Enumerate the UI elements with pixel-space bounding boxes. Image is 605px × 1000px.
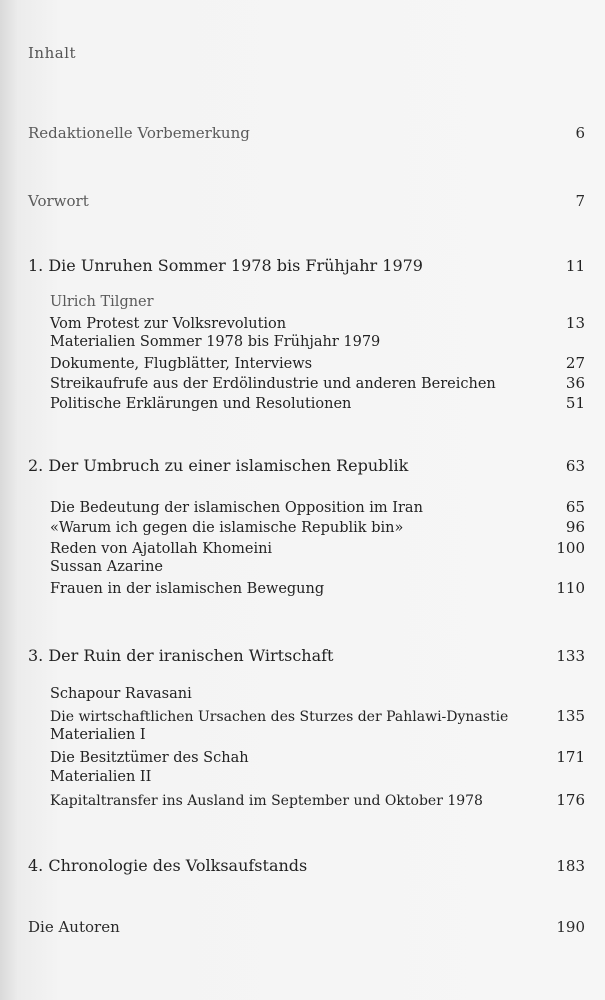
toc-section-page: 133 xyxy=(556,647,585,665)
toc-author xyxy=(50,294,585,310)
toc-entry-title: Die Bedeutung der islamischen Opposition im Iran xyxy=(50,500,423,516)
toc-entry xyxy=(50,394,585,412)
toc-entry-page: 65 xyxy=(565,498,585,516)
toc-section-3 xyxy=(28,646,585,665)
toc-entry xyxy=(50,539,585,557)
toc-entry-page: 135 xyxy=(556,707,585,725)
toc-entry-page: 6 xyxy=(575,124,585,142)
toc-entry-page: 176 xyxy=(556,791,585,809)
toc-entry-title: Schapour Ravasani xyxy=(50,686,192,702)
toc-entry-page: 190 xyxy=(556,918,585,936)
toc-entry-title: Materialien Sommer 1978 bis Frühjahr 1979 xyxy=(50,334,381,350)
toc-entry-title: Reden von Ajatollah Khomeini xyxy=(50,541,273,557)
toc-heading: Inhalt xyxy=(28,44,77,62)
toc-entry xyxy=(50,707,585,725)
toc-entry-title: Die Besitztümer des Schah xyxy=(50,750,249,766)
toc-entry-title: Die Autoren xyxy=(28,918,120,936)
toc-entry-redaktionelle-vorbemerkung xyxy=(28,124,585,142)
toc-entry-title: Materialien I xyxy=(50,727,146,743)
toc-entry xyxy=(50,748,585,766)
toc-entry-title: Frauen in der islamischen Bewegung xyxy=(50,581,325,597)
toc-entry-title: Ulrich Tilgner xyxy=(50,294,154,310)
toc-entry-page: 13 xyxy=(565,314,585,332)
toc-entry-title: Vorwort xyxy=(28,192,89,210)
toc-author xyxy=(50,559,585,575)
toc-entry-page: 96 xyxy=(565,518,585,536)
toc-section-title: 2. Der Umbruch zu einer islamischen Republik xyxy=(28,456,409,475)
toc-entry xyxy=(50,727,585,743)
toc-entry-page: 27 xyxy=(565,354,585,372)
toc-section-title: 1. Die Unruhen Sommer 1978 bis Frühjahr 1979 xyxy=(28,256,423,275)
toc-entry-title: Sussan Azarine xyxy=(50,559,163,575)
toc-entry xyxy=(50,334,585,350)
toc-entry xyxy=(50,518,585,536)
toc-section-2 xyxy=(28,456,585,475)
toc-author xyxy=(50,686,585,702)
toc-entry xyxy=(50,579,585,597)
toc-section-title: 3. Der Ruin der iranischen Wirtschaft xyxy=(28,646,334,665)
toc-entry-title: Materialien II xyxy=(50,769,152,785)
toc-entry xyxy=(50,791,585,809)
toc-entry xyxy=(50,314,585,332)
toc-entry-page: 110 xyxy=(556,579,585,597)
toc-entry-page: 100 xyxy=(556,539,585,557)
toc-entry-title: Kapitaltransfer ins Ausland im September und Oktober 1978 xyxy=(50,793,483,809)
toc-entry xyxy=(50,354,585,372)
toc-section-page: 11 xyxy=(565,257,585,275)
toc-section-title: 4. Chronologie des Volksaufstands xyxy=(28,856,308,875)
toc-entry-title: Politische Erklärungen und Resolutionen xyxy=(50,396,352,412)
toc-entry xyxy=(50,374,585,392)
toc-entry xyxy=(50,769,585,785)
toc-entry-title: Dokumente, Flugblätter, Interviews xyxy=(50,356,313,372)
toc-entry-title: Redaktionelle Vorbemerkung xyxy=(28,124,250,142)
toc-entry-page: 51 xyxy=(565,394,585,412)
toc-entry-page: 171 xyxy=(556,748,585,766)
toc-section-page: 183 xyxy=(556,857,585,875)
toc-entry xyxy=(50,498,585,516)
toc-entry-vorwort xyxy=(28,192,585,210)
toc-entry-page: 7 xyxy=(575,192,585,210)
toc-entry-title: Streikaufrufe aus der Erdölindustrie und anderen Bereichen xyxy=(50,376,496,392)
toc-entry-title: Die wirtschaftlichen Ursachen des Sturzes der Pahlawi-Dynastie xyxy=(50,709,509,725)
toc-section-page: 63 xyxy=(565,457,585,475)
toc-entry-die-autoren xyxy=(28,918,585,936)
toc-entry-title: Vom Protest zur Volksrevolution xyxy=(50,316,287,332)
toc-section-4 xyxy=(28,856,585,875)
toc-entry-title: «Warum ich gegen die islamische Republik bin» xyxy=(50,520,404,536)
toc-section-1 xyxy=(28,256,585,275)
toc-entry-page: 36 xyxy=(565,374,585,392)
